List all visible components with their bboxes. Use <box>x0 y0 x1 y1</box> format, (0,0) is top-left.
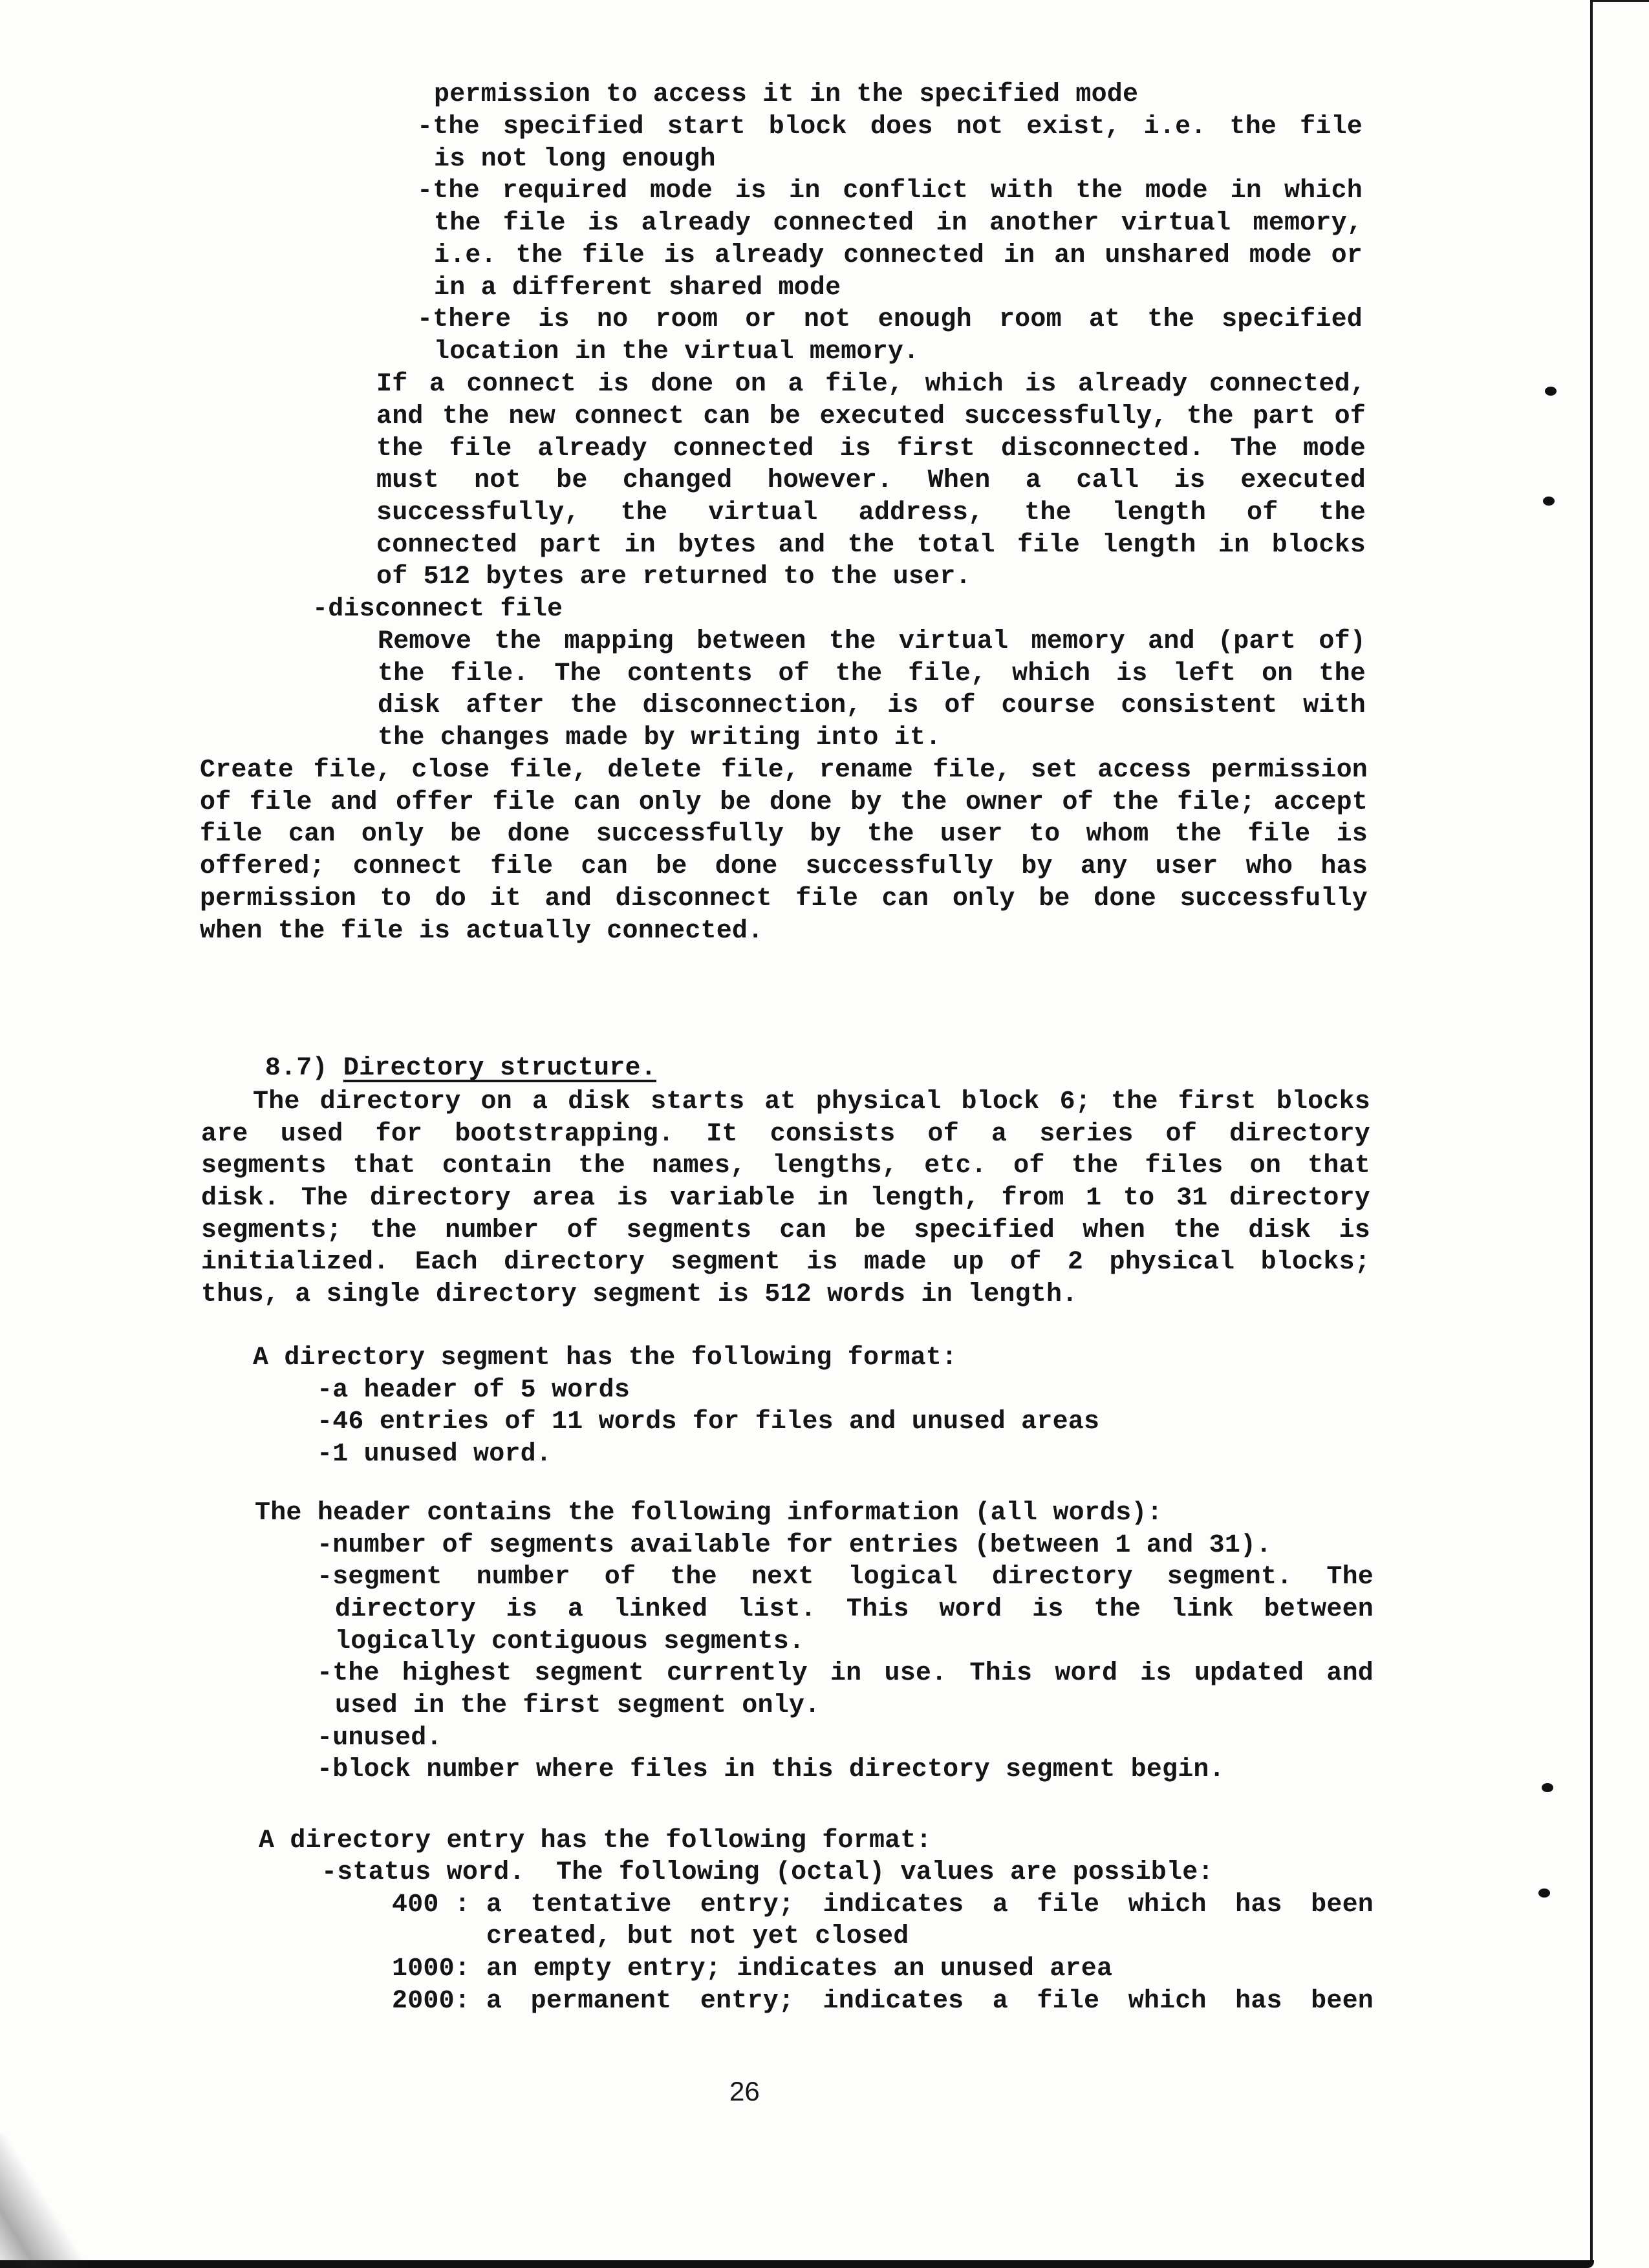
list-item: -block number where files in this directory segment begin. <box>317 1755 1225 1784</box>
paragraph-line: of 512 bytes are returned to the user. <box>376 562 971 592</box>
status-description: a permanent entry; indicates a file which has been <box>486 1987 1374 2016</box>
section-number: 8.7) <box>264 1054 328 1083</box>
text-line: in a different shared mode <box>434 273 841 303</box>
text-line: directory is a linked list. This word is the link between <box>335 1595 1374 1624</box>
paragraph-line: are used for bootstrapping. It consists of a series of directory <box>201 1120 1370 1149</box>
list-item: -number of segments available for entries (between 1 and 31). <box>317 1531 1272 1560</box>
page-edge-top <box>1590 0 1649 2</box>
status-description: a tentative entry; indicates a file which has been <box>486 1890 1374 1920</box>
list-item: -a header of 5 words <box>317 1376 630 1405</box>
list-item: -status word. The following (octal) values are possible: <box>321 1858 1214 1887</box>
text-line: the file is already connected in another virtual memory, <box>434 209 1363 238</box>
status-code: 400 : <box>392 1890 471 1920</box>
paragraph-line: A directory segment has the following format: <box>253 1343 958 1373</box>
list-item: -disconnect file <box>312 595 563 624</box>
text-line: location in the virtual memory. <box>434 337 920 367</box>
paragraph-line: Remove the mapping between the virtual memory and (part of) <box>378 627 1366 656</box>
paragraph-line: the file. The contents of the file, which is left on the <box>378 659 1366 689</box>
list-item: -the required mode is in conflict with the mode in which <box>417 177 1363 206</box>
binder-hole-mark <box>1543 497 1555 506</box>
paragraph-line: and the new connect can be executed successfully, the part of <box>376 402 1366 431</box>
page-number: 26 <box>729 2076 760 2106</box>
paragraph-line: of file and offer file can only be done by the owner of the file; accept <box>200 788 1368 817</box>
scan-shadow <box>0 2134 111 2268</box>
list-item: -unused. <box>317 1724 442 1753</box>
paragraph-line: disk. The directory area is variable in length, from 1 to 31 directory <box>201 1184 1370 1213</box>
paragraph-line: offered; connect file can be done successfully by any user who has <box>200 852 1368 881</box>
text-line: permission to access it in the specified mode <box>434 80 1139 109</box>
binder-hole-mark <box>1538 1888 1550 1898</box>
text-line: i.e. the file is already connected in an unshared mode or <box>434 241 1363 270</box>
list-item: -46 entries of 11 words for files and unused areas <box>317 1407 1100 1437</box>
list-item: -segment number of the next logical directory segment. The <box>317 1563 1374 1592</box>
paragraph-line: disk after the disconnection, is of course consistent with <box>378 691 1366 720</box>
list-item: -1 unused word. <box>317 1440 552 1469</box>
paragraph-line: the file already connected is first disconnected. The mode <box>376 434 1366 464</box>
paragraph-line: permission to do it and disconnect file can only be done successfully <box>200 884 1368 914</box>
page-edge-right <box>1590 0 1593 2263</box>
paragraph-line: initialized. Each directory segment is made up of 2 physical blocks; <box>201 1248 1370 1277</box>
list-item: -there is no room or not enough room at the specified <box>417 305 1363 334</box>
paragraph-line: when the file is actually connected. <box>200 917 764 946</box>
status-description: an empty entry; indicates an unused area <box>486 1954 1113 1984</box>
binder-hole-mark <box>1542 1783 1553 1792</box>
paragraph-line: successfully, the virtual address, the length of the <box>376 498 1366 528</box>
paragraph-line: The directory on a disk starts at physical block 6; the first blocks <box>253 1087 1370 1117</box>
status-description: created, but not yet closed <box>486 1922 909 1951</box>
paragraph-line: If a connect is done on a file, which is already connected, <box>376 370 1366 399</box>
paragraph-line: segments; the number of segments can be specified when the disk is <box>201 1216 1370 1245</box>
status-code: 2000: <box>392 1987 471 2016</box>
paragraph-line: segments that contain the names, lengths, etc. of the files on that <box>201 1151 1370 1181</box>
list-item: -the highest segment currently in use. This word is updated and <box>317 1659 1374 1688</box>
text-line: used in the first segment only. <box>335 1691 821 1720</box>
binder-hole-mark <box>1545 387 1557 396</box>
paragraph-line: must not be changed however. When a call is executed <box>376 466 1366 495</box>
text-line: logically contiguous segments. <box>335 1627 805 1656</box>
paragraph-line: The header contains the following information (all words): <box>255 1499 1163 1528</box>
section-title: Directory structure. <box>343 1054 656 1083</box>
paragraph-line: A directory entry has the following format: <box>259 1826 932 1856</box>
section-heading <box>202 1020 656 1083</box>
page-edge-bottom <box>0 2260 1594 2268</box>
paragraph-line: the changes made by writing into it. <box>378 723 942 753</box>
paragraph-line: connected part in bytes and the total file length in blocks <box>376 531 1366 560</box>
paragraph-line: file can only be done successfully by the user to whom the file is <box>200 820 1368 849</box>
status-code: 1000: <box>392 1954 471 1984</box>
list-item: -the specified start block does not exist, i.e. the file <box>417 112 1363 142</box>
paragraph-line: Create file, close file, delete file, rename file, set access permission <box>200 756 1368 785</box>
text-line: is not long enough <box>434 145 716 174</box>
paragraph-line: thus, a single directory segment is 512 words in length. <box>201 1280 1078 1309</box>
